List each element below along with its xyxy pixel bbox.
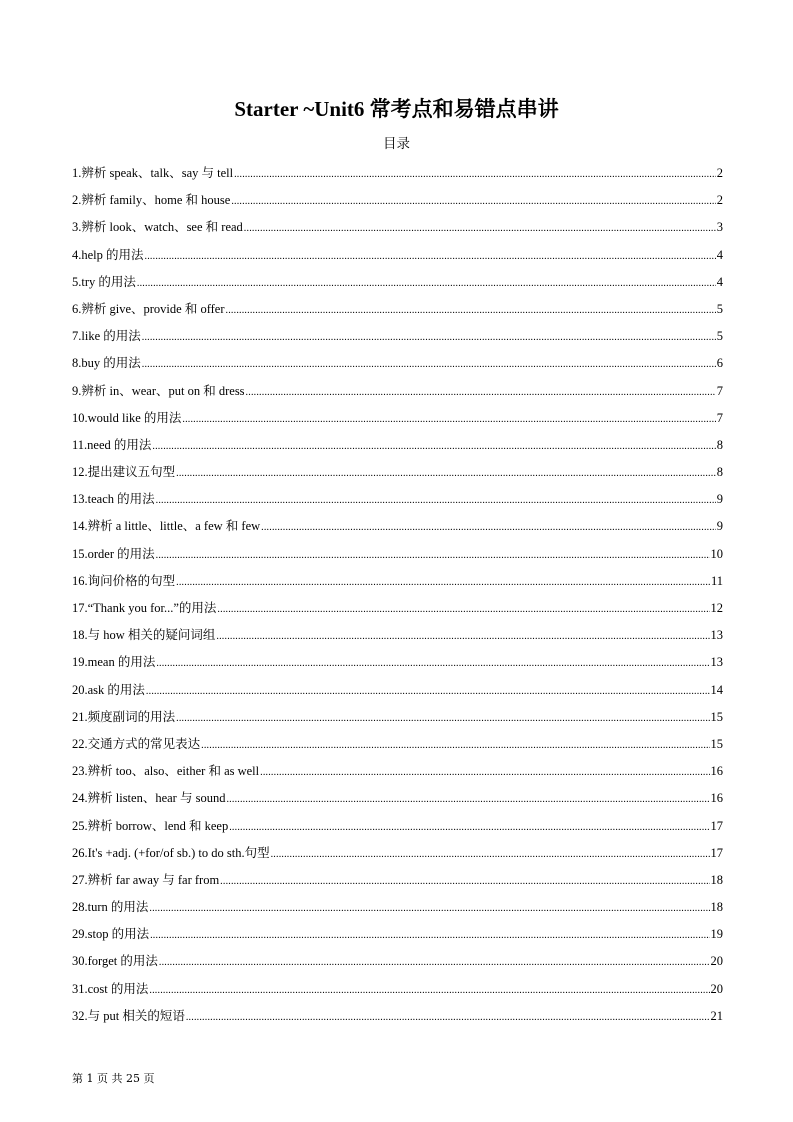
toc-entry[interactable]	[72, 815, 723, 842]
toc-entry-title[interactable]: 6.辨析 give、provide 和 offer	[72, 301, 225, 316]
toc-entry-page-number[interactable]: 8	[716, 437, 723, 452]
toc-entry[interactable]	[72, 162, 723, 189]
toc-dot-leader	[149, 978, 709, 1002]
toc-dot-leader	[156, 651, 709, 675]
toc-dot-leader	[261, 515, 716, 539]
toc-dot-leader	[201, 733, 709, 757]
toc-entry-page-number[interactable]: 10	[710, 546, 723, 561]
toc-entry-title[interactable]: 26.It's +adj. (+for/of sb.) to do sth.句型	[72, 845, 270, 860]
toc-entry[interactable]	[72, 978, 723, 1005]
toc-entry-page-number[interactable]: 19	[710, 927, 723, 942]
toc-entry[interactable]	[72, 325, 723, 352]
toc-dot-leader	[186, 1005, 710, 1029]
toc-entry-title[interactable]: 30.forget 的用法	[72, 954, 158, 969]
toc-entry-page-number[interactable]: 18	[710, 872, 723, 887]
toc-dot-leader	[226, 787, 709, 811]
toc-entry-title[interactable]: 29.stop 的用法	[72, 927, 150, 942]
toc-entry-page-number[interactable]: 9	[716, 519, 723, 534]
toc-entry-title[interactable]: 15.order 的用法	[72, 546, 155, 561]
toc-entry[interactable]	[72, 706, 723, 733]
toc-entry-page-number[interactable]: 13	[710, 628, 723, 643]
toc-entry-title[interactable]: 4.help 的用法	[72, 247, 144, 262]
toc-entry[interactable]	[72, 624, 723, 651]
toc-dot-leader	[182, 407, 715, 431]
toc-dot-leader	[220, 869, 709, 893]
toc-entry-title[interactable]: 17.“Thank you for...”的用法	[72, 601, 217, 615]
table-of-contents	[72, 162, 723, 1032]
toc-entry-title[interactable]: 14.辨析 a little、little、a few 和 few	[72, 519, 261, 534]
toc-entry-title[interactable]: 12.提出建议五句型	[72, 465, 176, 480]
toc-entry-page-number[interactable]: 14	[710, 682, 723, 697]
toc-entry-page-number[interactable]: 20	[710, 981, 723, 996]
toc-entry[interactable]	[72, 543, 723, 570]
toc-entry[interactable]	[72, 189, 723, 216]
toc-entry-page-number[interactable]: 7	[716, 410, 723, 425]
toc-entry-page-number[interactable]: 6	[716, 356, 723, 371]
toc-entry-title[interactable]: 25.辨析 borrow、lend 和 keep	[72, 818, 229, 833]
toc-dot-leader	[217, 597, 709, 621]
toc-dot-leader	[226, 298, 716, 322]
toc-dot-leader	[246, 380, 716, 404]
toc-dot-leader	[159, 950, 710, 974]
toc-entry-title[interactable]: 9.辨析 in、wear、put on 和 dress	[72, 383, 245, 398]
toc-entry[interactable]	[72, 787, 723, 814]
toc-entry[interactable]	[72, 570, 723, 597]
toc-entry[interactable]	[72, 679, 723, 706]
toc-entry[interactable]	[72, 271, 723, 298]
toc-entry-page-number[interactable]: 21	[710, 1008, 723, 1023]
page-footer: 第 1 页 共 25 页	[72, 1072, 155, 1085]
toc-dot-leader	[145, 244, 716, 268]
toc-entry-title[interactable]: 31.cost 的用法	[72, 981, 149, 996]
toc-entry-page-number[interactable]: 5	[716, 329, 723, 344]
toc-entry[interactable]	[72, 380, 723, 407]
toc-entry-title[interactable]: 3.辨析 look、watch、see 和 read	[72, 220, 243, 235]
toc-dot-leader	[146, 679, 710, 703]
toc-entry-page-number[interactable]: 15	[710, 709, 723, 724]
toc-entry[interactable]	[72, 869, 723, 896]
toc-entry-page-number[interactable]: 2	[716, 166, 723, 180]
toc-entry-page-number[interactable]: 5	[716, 301, 723, 316]
toc-entry-title[interactable]: 16.询问价格的句型	[72, 573, 176, 588]
toc-entry[interactable]	[72, 407, 723, 434]
toc-dot-leader	[244, 216, 716, 240]
toc-dot-leader	[176, 706, 709, 730]
toc-entry[interactable]	[72, 298, 723, 325]
toc-entry-title[interactable]: 22.交通方式的常见表达	[72, 736, 201, 751]
toc-entry-title[interactable]: 23.辨析 too、also、either 和 as well	[72, 764, 260, 779]
toc-entry[interactable]	[72, 216, 723, 243]
toc-entry-title[interactable]: 20.ask 的用法	[72, 682, 145, 697]
toc-entry-page-number[interactable]: 11	[710, 573, 723, 588]
toc-entry-title[interactable]: 28.turn 的用法	[72, 900, 149, 915]
toc-entry[interactable]	[72, 760, 723, 787]
toc-dot-leader	[137, 271, 716, 295]
toc-dot-leader	[156, 488, 716, 512]
toc-dot-leader	[149, 896, 709, 920]
toc-dot-leader	[150, 923, 709, 947]
toc-entry[interactable]	[72, 842, 723, 869]
toc-entry-page-number[interactable]: 15	[710, 736, 723, 751]
toc-entry-title[interactable]: 10.would like 的用法	[72, 410, 182, 425]
toc-entry-title[interactable]: 19.mean 的用法	[72, 655, 156, 670]
toc-entry-page-number[interactable]: 9	[716, 492, 723, 507]
toc-dot-leader	[156, 543, 710, 567]
toc-entry-page-number[interactable]: 8	[716, 465, 723, 480]
toc-entry-title[interactable]: 5.try 的用法	[72, 274, 136, 289]
toc-entry-title[interactable]: 24.辨析 listen、hear 与 sound	[72, 791, 226, 806]
toc-dot-leader	[142, 325, 716, 349]
toc-entry[interactable]	[72, 515, 723, 542]
toc-dot-leader	[260, 760, 709, 784]
toc-entry-page-number[interactable]: 16	[710, 764, 723, 779]
toc-entry-page-number[interactable]: 4	[716, 274, 723, 289]
toc-dot-leader	[152, 434, 715, 458]
toc-entry[interactable]	[72, 434, 723, 461]
toc-entry-title[interactable]: 32.与 put 相关的短语	[72, 1008, 185, 1023]
toc-entry-title[interactable]: 18.与 how 相关的疑问词组	[72, 628, 216, 643]
toc-entry-title[interactable]: 8.buy 的用法	[72, 356, 141, 371]
toc-entry[interactable]	[72, 950, 723, 977]
toc-entry[interactable]	[72, 733, 723, 760]
toc-dot-leader	[216, 624, 709, 648]
toc-entry-title[interactable]: 2.辨析 family、home 和 house	[72, 193, 231, 208]
toc-entry-page-number[interactable]: 4	[716, 247, 723, 262]
document-title: Starter ~Unit6 常考点和易错点串讲	[234, 97, 559, 121]
toc-entry[interactable]	[72, 461, 723, 488]
toc-heading: 目录	[383, 136, 410, 151]
toc-dot-leader	[231, 189, 715, 213]
toc-entry-page-number[interactable]: 12	[710, 601, 723, 615]
toc-entry-page-number[interactable]: 20	[710, 954, 723, 969]
toc-entry-title[interactable]: 7.like 的用法	[72, 329, 141, 344]
toc-entry[interactable]	[72, 352, 723, 379]
toc-entry-title[interactable]: 27.辨析 far away 与 far from	[72, 872, 220, 887]
toc-entry-page-number[interactable]: 18	[710, 900, 723, 915]
toc-dot-leader	[234, 162, 716, 186]
toc-entry[interactable]	[72, 896, 723, 923]
toc-dot-leader	[271, 842, 710, 866]
toc-entry-page-number[interactable]: 17	[710, 818, 723, 833]
toc-entry[interactable]	[72, 923, 723, 950]
toc-entry-title[interactable]: 11.need 的用法	[72, 437, 152, 452]
toc-entry[interactable]	[72, 651, 723, 678]
toc-dot-leader	[176, 570, 710, 594]
toc-entry-page-number[interactable]: 13	[710, 655, 723, 670]
toc-entry-page-number[interactable]: 7	[716, 383, 723, 398]
toc-entry-page-number[interactable]: 16	[710, 791, 723, 806]
toc-entry-title[interactable]: 13.teach 的用法	[72, 492, 155, 507]
toc-dot-leader	[229, 815, 709, 839]
toc-dot-leader	[142, 352, 716, 376]
toc-entry[interactable]	[72, 244, 723, 271]
toc-entry[interactable]	[72, 488, 723, 515]
toc-entry-page-number[interactable]: 2	[716, 193, 723, 208]
toc-entry[interactable]	[72, 1005, 723, 1032]
toc-entry-title[interactable]: 21.频度副词的用法	[72, 709, 176, 724]
toc-entry-title[interactable]: 1.辨析 speak、talk、say 与 tell	[72, 166, 234, 180]
toc-entry[interactable]	[72, 597, 723, 624]
toc-entry-page-number[interactable]: 17	[710, 845, 723, 860]
toc-dot-leader	[176, 461, 716, 485]
toc-entry-page-number[interactable]: 3	[716, 220, 723, 235]
